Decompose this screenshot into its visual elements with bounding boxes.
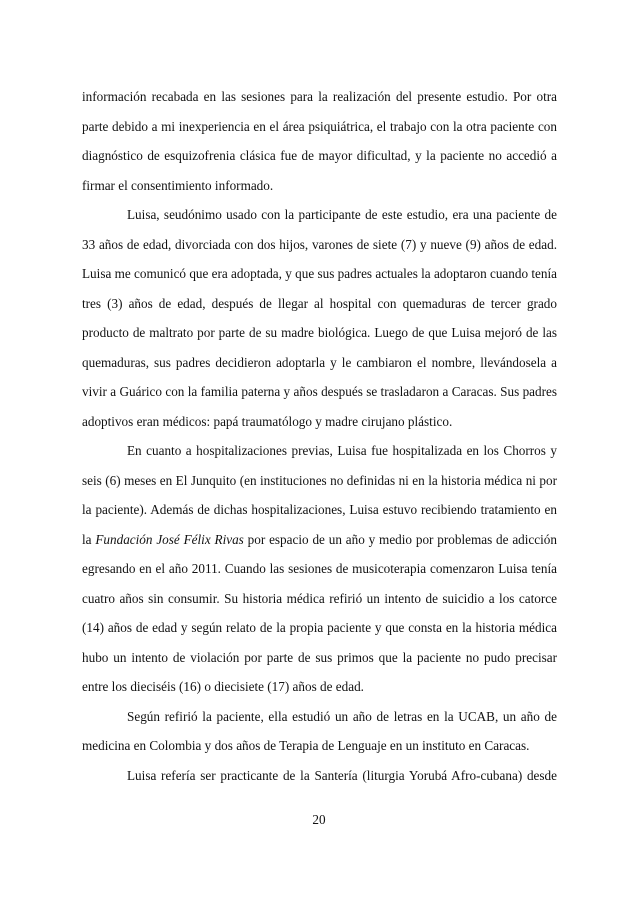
paragraph-continuation: [82, 82, 557, 200]
text-run: En cuanto a hospitalizaciones previas, Luisa fue hospitalizada en los Chorros y seis (6) meses en El Junquito (en instituciones no definidas ni en la historia médica ni por la paciente). Además de dichas hospitalizaciones, Luisa estuvo recibiendo tratamiento en la: [82, 443, 557, 547]
body-text: [82, 82, 557, 790]
paragraph-religion: [82, 761, 557, 791]
paragraph-education: [82, 702, 557, 761]
page-number: 20: [312, 812, 326, 827]
text-run: Luisa, seudónimo usado con la participante de este estudio, era una paciente de 33 años de edad, divorciada con dos hijos, varones de siete (7) y nueve (9) años de edad. Luisa me comunicó que era adoptada, y que sus padres actuales la adoptaron cuando tenía tres (3) años de edad, después de llegar al hospital con quemaduras de tercer grado producto de maltrato por parte de su madre biológica. Luego de que Luisa mejoró de las quemaduras, sus padres decidieron adoptarla y le cambiaron el nombre, llevándosela a vivir a Guárico con la familia paterna y años después se trasladaron a Caracas. Sus padres adoptivos eran médicos: papá traumatólogo y madre cirujano plástico.: [82, 207, 557, 429]
institution-name: Fundación José Félix Rivas: [95, 531, 244, 547]
text-run: Luisa refería ser practicante de la Santería (liturgia Yorubá Afro-cubana) desde: [127, 767, 557, 783]
text-run: por espacio de un año y medio por problemas de adicción egresando en el año 2011. Cuando las sesiones de musicoterapia comenzaron Luisa tenía cuatro años sin consumir. Su historia médica refirió un intento de suicidio a los catorce (14) años de edad y según relato de la propia paciente y que consta en la historia médica hubo un intento de violación por parte de sus primos que la paciente no pudo precisar entre los dieciséis (16) o diecisiete (17) años de edad.: [82, 531, 557, 694]
text-run: información recabada en las sesiones para la realización del presente estudio. Por otra parte debido a mi inexperiencia en el área psiquiátrica, el trabajo con la otra paciente con diagnóstico de esquizofrenia clásica fue de mayor dificultad, y la paciente no accedió a firmar el consentimiento informado.: [82, 89, 557, 193]
text-run: Según refirió la paciente, ella estudió un año de letras en la UCAB, un año de medicina en Colombia y dos años de Terapia de Lenguaje en un instituto en Caracas.: [82, 708, 557, 753]
paragraph-patient-background: [82, 200, 557, 436]
paragraph-hospitalizations: [82, 436, 557, 702]
